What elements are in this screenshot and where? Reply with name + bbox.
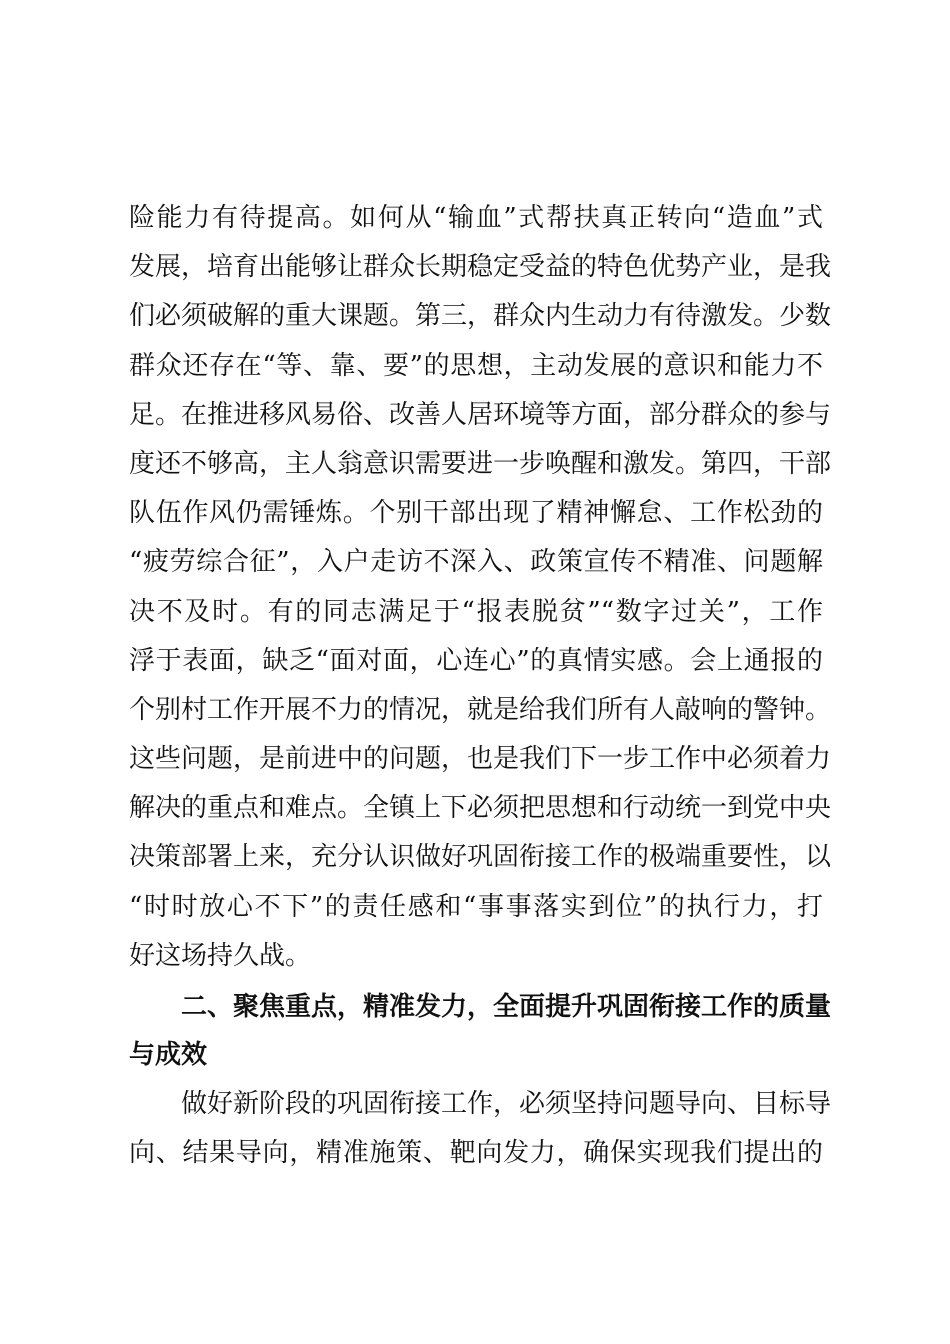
- text-line: 决策部署上来，充分认识做好巩固衔接工作的极端重要性，以: [129, 842, 832, 873]
- heading-line: 与成效: [129, 1040, 208, 1070]
- text-line: 队伍作风仍需锤炼。个别干部出现了精神懈怠、工作松劲的: [129, 498, 823, 529]
- text-line: 这些问题，是前进中的问题，也是我们下一步工作中必须着力: [129, 744, 832, 775]
- section-heading: [129, 983, 832, 1079]
- text-line: 向、结果导向，精准施策、靶向发力，确保实现我们提出的: [129, 1138, 823, 1169]
- text-line: 浮于表面，缺乏“面对面，心连心”的真情实感。会上通报的: [129, 645, 823, 676]
- body-paragraph: [129, 1080, 832, 1178]
- text-line: 解决的重点和难点。全镇上下必须把思想和行动统一到党中央: [129, 793, 832, 824]
- text-line: 决不及时。有的同志满足于“报表脱贫”“数字过关”，工作: [129, 596, 823, 627]
- text-line: “疲劳综合征”，入户走访不深入、政策宣传不精准、问题解: [129, 547, 823, 578]
- heading-line: 二、聚焦重点，精准发力，全面提升巩固衔接工作的质量: [181, 992, 832, 1022]
- text-line: 个别村工作开展不力的情况，就是给我们所有人敲响的警钟。: [129, 694, 832, 725]
- text-line: 发展，培育出能够让群众长期稳定受益的特色优势产业，是我: [129, 252, 832, 283]
- text-line: 好这场持久战。: [129, 940, 312, 971]
- text-line: “时时放心不下”的责任感和“事事落实到位”的执行力，打: [129, 891, 823, 922]
- text-line: 做好新阶段的巩固衔接工作，必须坚持问题导向、目标导: [181, 1089, 832, 1119]
- text-line: 们必须破解的重大课题。第三，群众内生动力有待激发。少数: [129, 301, 832, 332]
- text-line: 度还不够高，主人翁意识需要进一步唤醒和激发。第四，干部: [129, 448, 832, 479]
- text-line: 险能力有待提高。如何从“输血”式帮扶真正转向“造血”式: [129, 203, 823, 233]
- text-line: 群众还存在“等、靠、要”的思想，主动发展的意识和能力不: [129, 350, 823, 381]
- document-body: [129, 194, 832, 1178]
- text-line: 足。在推进移风易俗、改善人居环境等方面，部分群众的参与: [129, 399, 832, 430]
- body-paragraph: [129, 194, 832, 981]
